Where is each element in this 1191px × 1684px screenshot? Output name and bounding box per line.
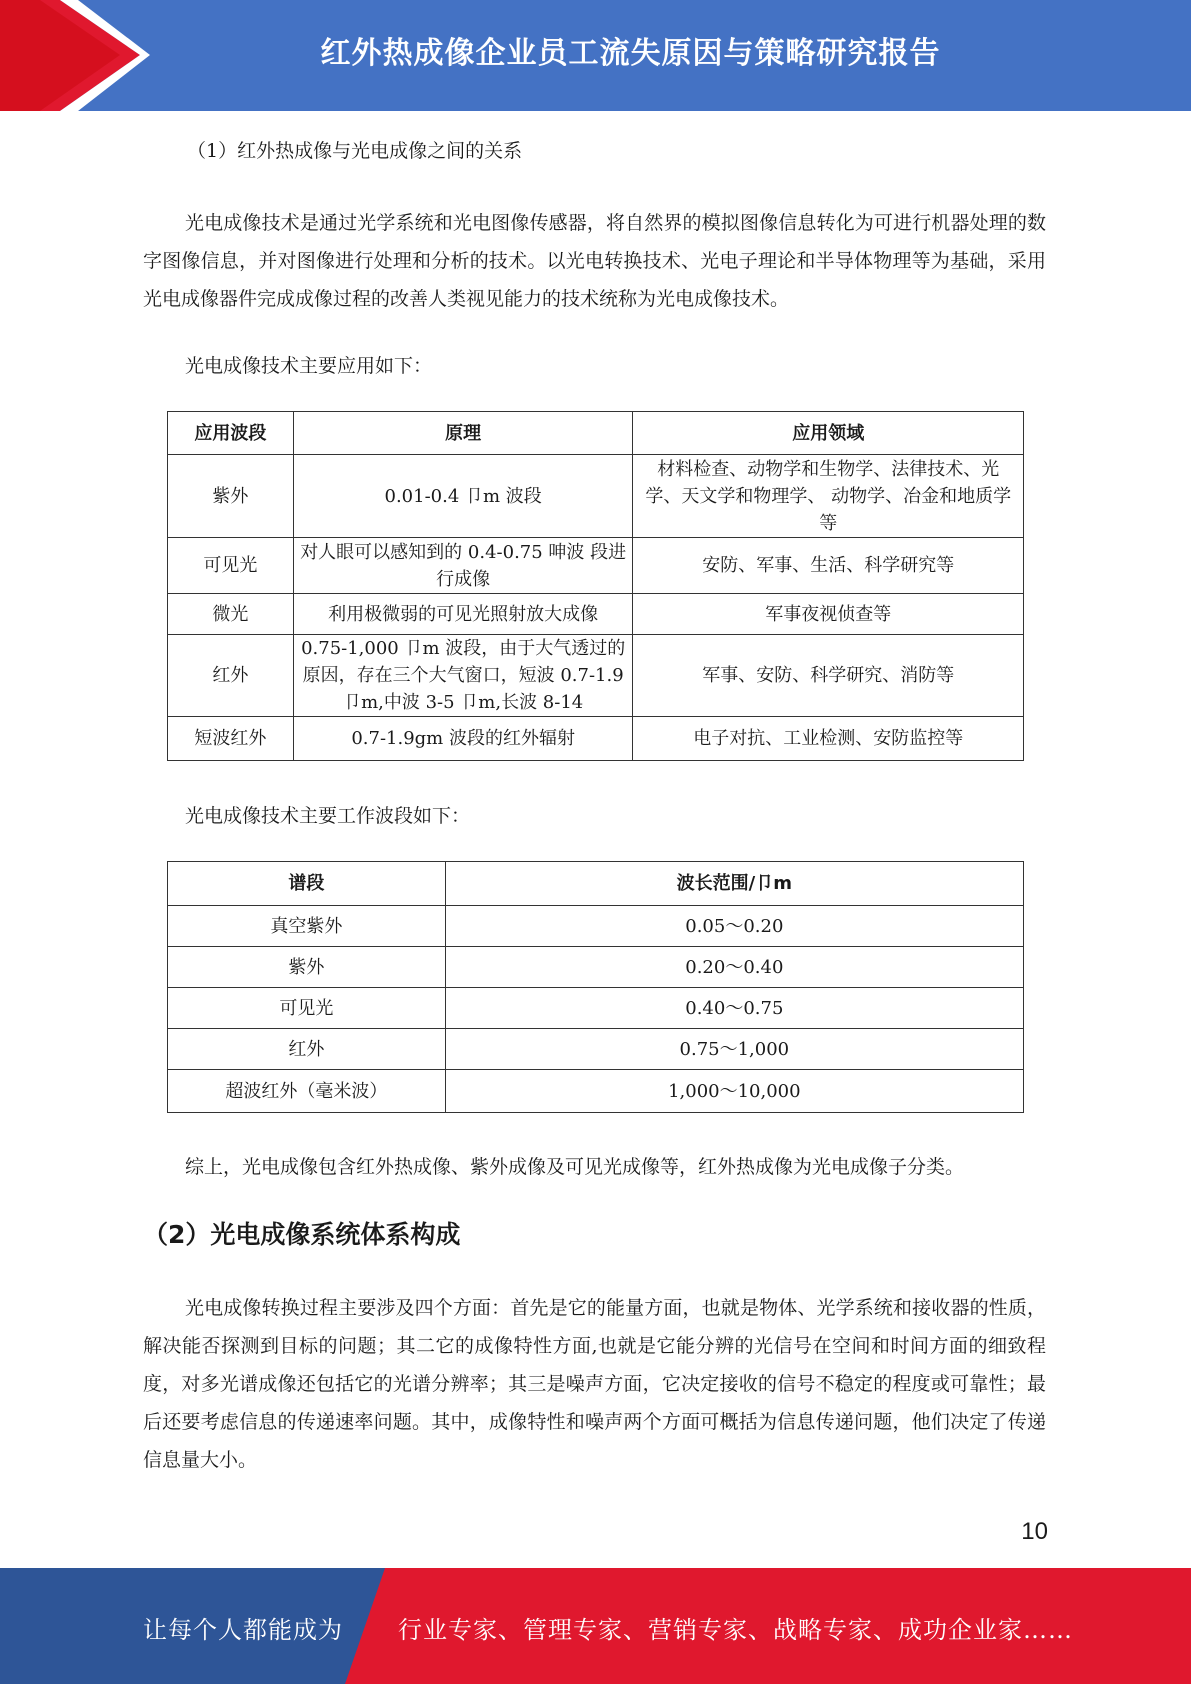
table-row: [168, 717, 1024, 761]
section2-body: [143, 1289, 1046, 1479]
table-cell: 利用极微弱的可见光照射放大成像: [293, 594, 633, 635]
table-header-cell: 应用波段: [168, 412, 294, 455]
table-row: [168, 635, 1024, 717]
table-header-row: [168, 412, 1024, 455]
page-header: [0, 0, 1191, 111]
table-row: [168, 1029, 1024, 1070]
table-row: [168, 538, 1024, 594]
table-cell: 紫外: [168, 455, 294, 538]
table2-intro: [143, 797, 1046, 835]
table-row: [168, 947, 1024, 988]
table-cell: 红外: [168, 1029, 446, 1070]
body-paragraph: 光电成像转换过程主要涉及四个方面：首先是它的能量方面，也就是物体、光学系统和接收器的性质，解决能否探测到目标的问题；其二它的成像特性方面,也就是它能分辨的光信号在空间和时间方面的细致程度，对多光谱成像还包括它的光谱分辨率；其三是噪声方面，它决定接收的信号不稳定的程度或可靠性；最后还要考虑信息的传递速率问题。其中，成像特性和噪声两个方面可概括为信息传递问题，他们决定了传递信息量大小。: [143, 1297, 1046, 1471]
table-header-cell: 应用领域: [633, 412, 1024, 455]
table-header-cell: 原理: [293, 412, 633, 455]
table-cell: 红外: [168, 635, 294, 717]
table-row: [168, 906, 1024, 947]
table-cell: 0.75～1,000: [445, 1029, 1023, 1070]
subsection-heading-2: （2）光电成像系统体系构成: [143, 1220, 461, 1249]
table-cell: 短波红外: [168, 717, 294, 761]
table-cell: 军事夜视侦查等: [633, 594, 1024, 635]
table-cell: 0.40～0.75: [445, 988, 1023, 1029]
table-header-cell: 波长范围/卩m: [445, 862, 1023, 906]
table-cell: 对人眼可以感知到的 0.4-0.75 呻波 段进行成像: [293, 538, 633, 594]
table2-caption: 光电成像技术主要工作波段如下：: [185, 805, 471, 827]
table-cell: 超波红外（毫米波）: [168, 1070, 446, 1113]
applications-table: [167, 411, 1024, 761]
summary-block: [143, 1148, 1046, 1186]
wavebands-table: [167, 861, 1024, 1113]
table1-intro: [143, 347, 1046, 385]
table-cell: 真空紫外: [168, 906, 446, 947]
footer-slogan-left: 让每个人都能成为: [143, 1616, 343, 1644]
footer-slogan-right: 行业专家、管理专家、营销专家、战略专家、成功企业家……: [398, 1616, 1073, 1644]
table-cell: 可见光: [168, 538, 294, 594]
table-cell: 0.20～0.40: [445, 947, 1023, 988]
table-header-row: [168, 862, 1024, 906]
table-cell: 可见光: [168, 988, 446, 1029]
table-row: [168, 455, 1024, 538]
table-cell: 0.7-1.9gm 波段的红外辐射: [293, 717, 633, 761]
report-title: 红外热成像企业员工流失原因与策略研究报告: [320, 36, 941, 71]
table-cell: 1,000～10,000: [445, 1070, 1023, 1113]
table-cell: 电子对抗、工业检测、安防监控等: [633, 717, 1024, 761]
summary-paragraph: 综上，光电成像包含红外热成像、紫外成像及可见光成像等，红外热成像为光电成像子分类。: [185, 1156, 965, 1178]
intro-paragraph: [143, 204, 1046, 318]
table-row: [168, 988, 1024, 1029]
table-cell: 0.75-1,000 卩m 波段，由于大气透过的原因，存在三个大气窗口，短波 0.7-1.9 卩m,中波 3-5 卩m,长波 8-14: [293, 635, 633, 717]
table-cell: 军事、安防、科学研究、消防等: [633, 635, 1024, 717]
table-cell: 0.05～0.20: [445, 906, 1023, 947]
table-row: [168, 594, 1024, 635]
table-header-cell: 谱段: [168, 862, 446, 906]
table-cell: 微光: [168, 594, 294, 635]
subsection-heading-1: （1）红外热成像与光电成像之间的关系: [187, 140, 523, 162]
table-cell: 紫外: [168, 947, 446, 988]
body-paragraph: 光电成像技术是通过光学系统和光电图像传感器，将自然界的模拟图像信息转化为可进行机器处理的数字图像信息，并对图像进行处理和分析的技术。以光电转换技术、光电子理论和半导体物理等为基础，采用光电成像器件完成成像过程的改善人类视见能力的技术统称为光电成像技术。: [143, 212, 1046, 310]
table1-caption: 光电成像技术主要应用如下：: [185, 355, 433, 377]
page-number: 10: [1021, 1518, 1048, 1545]
page-footer: [0, 1568, 1191, 1684]
table-cell: 0.01-0.4 卩m 波段: [293, 455, 633, 538]
table-row: [168, 1070, 1024, 1113]
table-cell: 安防、军事、生活、科学研究等: [633, 538, 1024, 594]
table-cell: 材料检查、动物学和生物学、法律技术、光学、天文学和物理学、 动物学、冶金和地质学等: [633, 455, 1024, 538]
